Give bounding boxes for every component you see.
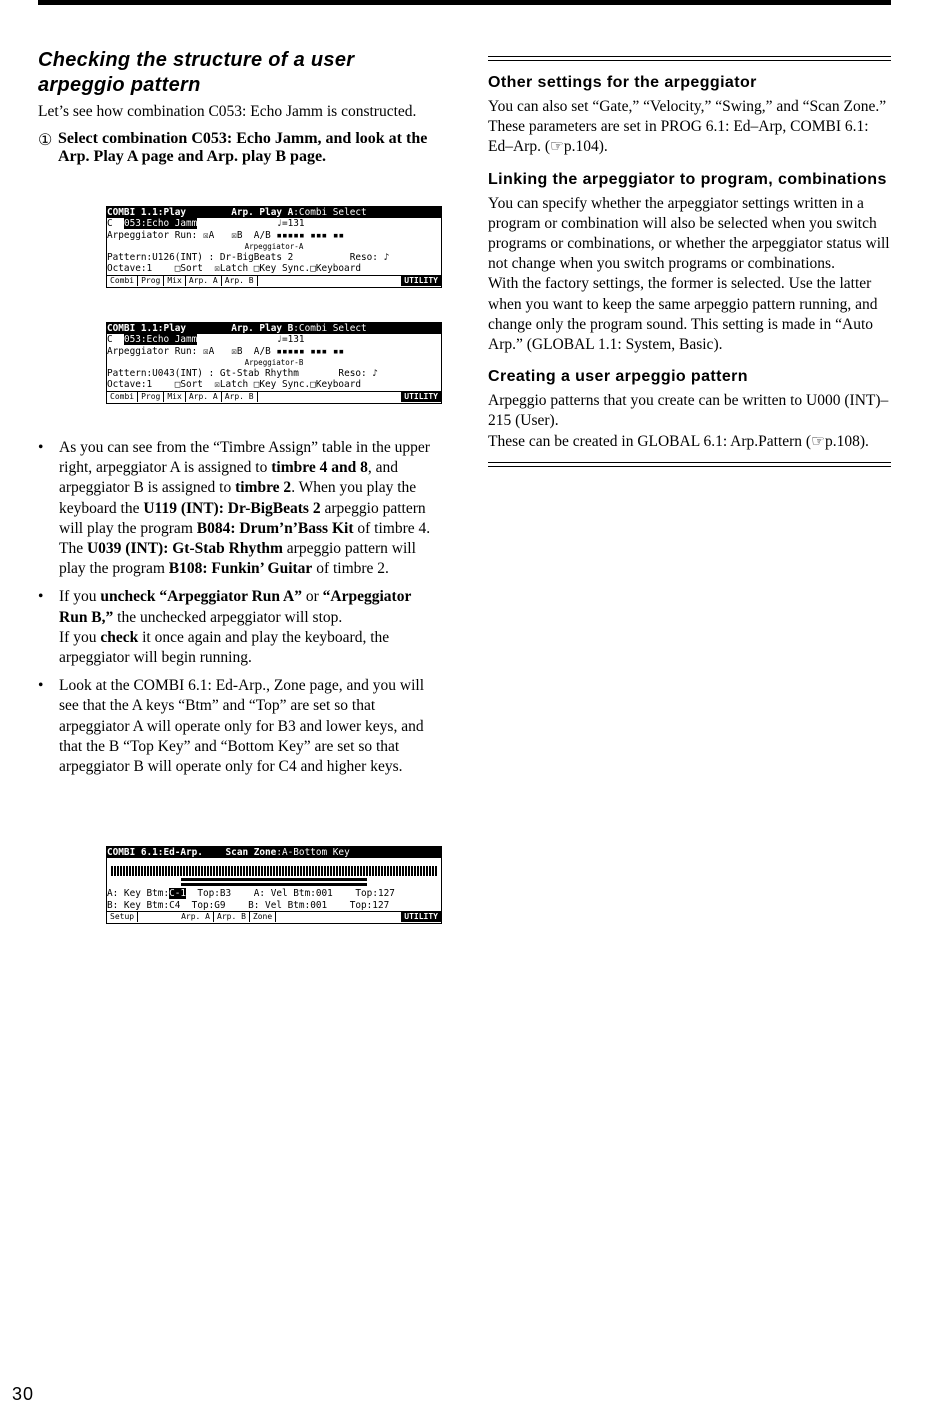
lcd-tab-setup: Setup xyxy=(107,912,138,922)
para-creating-2: These can be created in GLOBAL 6.1: Arp.Pattern (☞p.108). xyxy=(488,432,869,450)
bold-text: “Arpeggiator Run B,” xyxy=(59,588,412,626)
lcd-utility: UTILITY xyxy=(401,276,441,286)
zone-bar-a xyxy=(181,878,367,881)
lcd-title-bar: COMBI 1.1:Play Arp. Play B:Combi Select xyxy=(107,323,441,334)
lcd-tab-prog: Prog xyxy=(138,276,164,286)
text-run: of timbre 2. xyxy=(312,560,389,578)
bold-text: U119 (INT): Dr-BigBeats 2 xyxy=(143,499,321,517)
step-number: ① xyxy=(38,132,53,150)
bullet-list-container xyxy=(38,430,438,777)
para-creating-1: Arpeggio patterns that you create can be written to U000 (INT)–215 (User). xyxy=(488,392,889,430)
right-column xyxy=(488,56,891,467)
lcd-title-bar: COMBI 1.1:Play Arp. Play A:Combi Select xyxy=(107,207,441,218)
lcd-tab-arp-a: Arp. A xyxy=(186,392,222,402)
bullet-item-zone xyxy=(38,676,438,777)
lcd-combi-name: 053:Echo Jamm xyxy=(123,218,198,230)
lcd-tab-combi: Combi xyxy=(107,276,138,286)
lcd-tab-bar xyxy=(107,911,441,923)
bold-text: timbre 4 and 8 xyxy=(271,459,368,477)
text-run: arpeggio pattern will play the program xyxy=(59,499,426,537)
lcd-tab-mix: Mix xyxy=(164,392,185,402)
para-linking-2: With the factory settings, the former is selected. Use the latter when you want to keep the same arpeggio pattern running, and change only the program sound. This setting is made in “Auto Arp.” (GLOBAL 1.1: System, Basic). xyxy=(488,275,878,354)
lcd-screen-arp-play-a: COMBI 1.1:Play Arp. Play A:Combi Select C 053:Echo Jamm ♩=131 Arpeggiator Run: ☒A ☒B A/B ▪▪▪▪▪ ▪▪▪ ▪▪ Arpeggiator-A Pattern:U126(INT) : Dr-BigBeats 2 Reso: ♪ Octave:1 □Sort ☒Latch □Key Sync.□Keyboard Combi Prog Mix Arp. A Arp. B UTILITY xyxy=(106,206,442,288)
lcd-tab-arp-b: Arp. B xyxy=(222,392,258,402)
lcd-screen-arp-play-b: COMBI 1.1:Play Arp. Play B:Combi Select C 053:Echo Jamm ♩=131 Arpeggiator Run: ☒A ☒B A/B ▪▪▪▪▪ ▪▪▪ ▪▪ Arpeggiator-B Pattern:U043(INT) : Gt-Stab Rhythm Reso: ♪ Octave:1 □Sort ☒Latch □Key Sync.□Keyboard Combi Prog Mix Arp. A Arp. B UTILITY xyxy=(106,322,442,404)
lcd-utility: UTILITY xyxy=(401,912,441,922)
text-run: the unchecked arpeggiator will stop. xyxy=(113,608,343,626)
selected-value: C-1 xyxy=(169,888,187,900)
text-run: If you xyxy=(59,628,101,646)
lcd-bank: C xyxy=(107,218,113,230)
top-rule xyxy=(38,0,891,5)
lcd-tab-arp-a: Arp. A xyxy=(178,912,214,922)
text-run: of timbre 4. The xyxy=(59,519,431,558)
bold-text: B108: Funkin’ Guitar xyxy=(168,560,313,578)
lcd-combi-name: 053:Echo Jamm xyxy=(123,334,198,346)
text-run: arpeggio pattern will play the program xyxy=(59,540,416,578)
left-column xyxy=(38,48,438,166)
bold-text: U039 (INT): Gt-Stab Rhythm xyxy=(86,540,283,558)
lcd-tab-prog: Prog xyxy=(138,392,164,402)
lcd-tab-arp-b: Arp. B xyxy=(214,912,250,922)
text-run: . When you play the keyboard the xyxy=(59,479,417,517)
lcd-title-bar: COMBI 6.1:Ed-Arp. Scan Zone:A-Bottom Key xyxy=(107,847,441,858)
lcd-tab-bar xyxy=(107,275,441,287)
lcd-tempo: ♩=131 xyxy=(276,218,305,230)
lcd-tab-zone: Zone xyxy=(250,912,276,922)
zone-bar-b xyxy=(181,883,367,886)
step-1 xyxy=(38,130,438,166)
heading-linking: Linking the arpeggiator to program, combinations xyxy=(488,170,887,188)
bold-text: uncheck “Arpeggiator Run A” xyxy=(100,588,302,606)
page-number: 30 xyxy=(12,1384,35,1404)
lcd-tab-arp-b: Arp. B xyxy=(222,276,258,286)
intro-paragraph: Let’s see how combination C053: Echo Jamm is constructed. xyxy=(38,103,417,120)
bullet-item-timbre-assign xyxy=(38,438,438,579)
bold-text: B084: Drum’n’Bass Kit xyxy=(196,519,354,537)
text-run: As you can see from the “Timbre Assign” table in the upper right, arpeggiator A is assigned to xyxy=(59,439,430,477)
text-run: or xyxy=(302,588,323,606)
text-run: , and arpeggiator B is assigned to xyxy=(59,459,398,497)
bullet-item-uncheck xyxy=(38,587,438,668)
text-run: it once again and play the keyboard, the arpeggiator will begin running. xyxy=(59,628,390,667)
step-text: Select combination C053: Echo Jamm, and look at the Arp. Play A page and Arp. play B page. xyxy=(58,130,428,166)
lcd-tab-bar xyxy=(107,391,441,403)
lcd-utility: UTILITY xyxy=(401,392,441,402)
text-run: If you xyxy=(59,588,101,606)
para-linking-1: You can specify whether the arpeggiator settings written in a program or combination will also be selected when you switch programs or combinations, or whether the arpeggiator status will not change when you switch programs or combinations. xyxy=(488,194,890,273)
double-rule-bottom xyxy=(488,462,891,467)
lcd-tempo: ♩=131 xyxy=(276,334,305,346)
lcd-tab-mix: Mix xyxy=(164,276,185,286)
bullet-list xyxy=(38,438,438,777)
lcd-bank: C xyxy=(107,334,113,346)
keyboard-graphic xyxy=(111,866,437,876)
lcd-tab-arp-a: Arp. A xyxy=(186,276,222,286)
lcd-tab-combi: Combi xyxy=(107,392,138,402)
text-run: Look at the COMBI 6.1: Ed-Arp., Zone page, and you will see that the A keys “Btm” and “Top” are set so that arpeggiator A will operate only for B3 and lower keys, and that the B “Top Key” and “Bottom Key” are set so that arpeggiator B will operate only for C4 and higher keys. xyxy=(59,677,425,776)
bold-text: timbre 2 xyxy=(235,479,292,497)
lcd-screen-scan-zone: COMBI 6.1:Ed-Arp. Scan Zone:A-Bottom Key A: Key Btm:C-1 Top:B3 A: Vel Btm:001 Top:127 B: Key Btm:C4 Top:G9 B: Vel Btm:001 Top:127 Setup Arp. A Arp. B Zone UTILITY xyxy=(106,846,442,924)
bold-text: check xyxy=(100,628,139,646)
para-other-settings: You can also set “Gate,” “Velocity,” “Swing,” and “Scan Zone.” These parameters are set in PROG 6.1: Ed–Arp, COMBI 6.1: Ed–Arp. (☞p.104). xyxy=(488,98,887,156)
double-rule-top xyxy=(488,56,891,61)
heading-creating: Creating a user arpeggio pattern xyxy=(488,368,748,386)
section-heading-main: Checking the structure of a user arpeggio pattern xyxy=(38,49,355,96)
heading-other-settings: Other settings for the arpeggiator xyxy=(488,74,757,91)
